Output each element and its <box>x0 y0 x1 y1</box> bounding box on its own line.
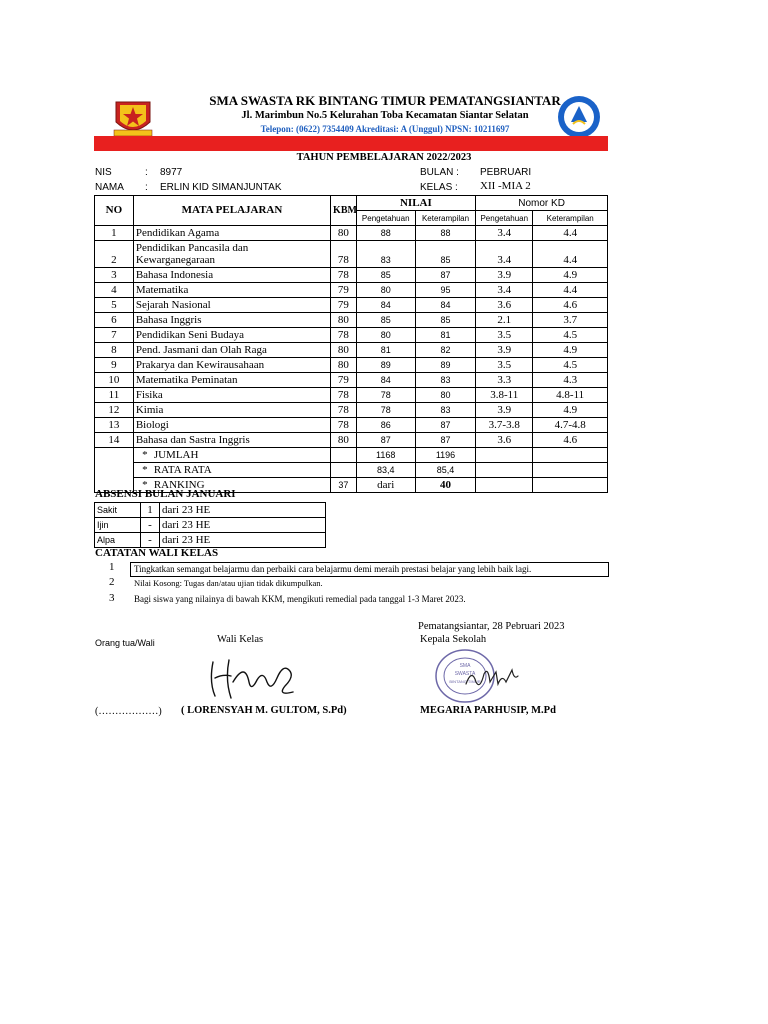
row-nilai-pengetahuan: 83 <box>356 241 415 268</box>
row-nilai-keterampilan: 83 <box>415 373 475 388</box>
row-nilai-keterampilan: 80 <box>415 388 475 403</box>
row-kbm: 80 <box>331 226 357 241</box>
star-marker: * <box>142 478 148 491</box>
row-kd-keterampilan: 4.5 <box>533 358 608 373</box>
row-kd-pengetahuan: 3.3 <box>476 373 533 388</box>
grade-row <box>95 283 608 298</box>
row-kbm: 78 <box>331 328 357 343</box>
row-kd-pengetahuan: 3.9 <box>476 403 533 418</box>
row-nilai-keterampilan: 88 <box>415 226 475 241</box>
row-kd-keterampilan: 4.4 <box>533 241 608 268</box>
jumlah-kd-p <box>476 448 533 463</box>
row-kd-pengetahuan: 3.6 <box>476 433 533 448</box>
row-nilai-keterampilan: 82 <box>415 343 475 358</box>
row-nilai-pengetahuan: 81 <box>356 343 415 358</box>
row-nilai-pengetahuan: 78 <box>356 403 415 418</box>
header-red-bar <box>94 136 608 151</box>
grade-row <box>95 343 608 358</box>
rata-label: RATA RATA <box>153 463 212 476</box>
row-kd-keterampilan: 4.6 <box>533 298 608 313</box>
ortu-label: Orang tua/Wali <box>95 638 155 648</box>
row-kbm: 80 <box>331 313 357 328</box>
stamp-line-3: BINTANG TIMUR <box>449 679 481 684</box>
row-no: 8 <box>95 343 134 358</box>
rata-row-label <box>133 463 330 478</box>
row-no: 11 <box>95 388 134 403</box>
row-nilai-keterampilan: 84 <box>415 298 475 313</box>
row-nilai-pengetahuan: 88 <box>356 226 415 241</box>
row-kbm: 79 <box>331 283 357 298</box>
ranking-value: 37 <box>331 478 357 493</box>
ranking-kd-k <box>533 478 608 493</box>
row-kbm: 79 <box>331 373 357 388</box>
col-nilai: NILAI <box>356 196 476 211</box>
row-nilai-keterampilan: 85 <box>415 241 475 268</box>
catatan-text-3: Bagi siswa yang nilainya di bawah KKM, mengikuti remedial pada tanggal 1-3 Maret 2023. <box>134 594 466 604</box>
kepsek-signature <box>459 662 522 697</box>
row-mapel: Biologi <box>133 418 330 433</box>
wali-name: ( LORENSYAH M. GULTOM, S.Pd) <box>181 705 347 716</box>
nama-value: ERLIN KID SIMANJUNTAK <box>160 182 282 193</box>
summary-blank <box>95 448 134 493</box>
kelas-label: KELAS : <box>420 182 458 193</box>
row-mapel: Kimia <box>133 403 330 418</box>
grade-row <box>95 313 608 328</box>
row-kd-pengetahuan: 3.8-11 <box>476 388 533 403</box>
row-kd-pengetahuan: 3.5 <box>476 358 533 373</box>
row-mapel: Pendidikan Pancasila dan Kewarganegaraan <box>133 241 330 268</box>
row-nilai-pengetahuan: 84 <box>356 298 415 313</box>
kelas-value: XII -MIA 2 <box>480 180 531 192</box>
school-contact: Telepon: (0622) 7354409 Akreditasi: A (Unggul) NPSN: 10211697 <box>260 124 510 134</box>
row-kd-pengetahuan: 3.4 <box>476 226 533 241</box>
col-no: NO <box>95 196 134 226</box>
jumlah-pengetahuan: 1168 <box>356 448 415 463</box>
row-nilai-pengetahuan: 85 <box>356 313 415 328</box>
col-kd-keterampilan: Keterampilan <box>533 211 608 226</box>
wali-signature <box>205 652 305 709</box>
row-mapel: Pend. Jasmani dan Olah Raga <box>133 343 330 358</box>
row-kd-keterampilan: 4.9 <box>533 343 608 358</box>
catatan-no-2: 2 <box>109 576 115 588</box>
rata-kd-p <box>476 463 533 478</box>
grade-row <box>95 226 608 241</box>
row-kd-keterampilan: 3.7 <box>533 313 608 328</box>
row-no: 4 <box>95 283 134 298</box>
absensi-keterangan: dari 23 HE <box>160 503 326 518</box>
absensi-label: Alpa <box>95 533 141 548</box>
row-kd-pengetahuan: 3.4 <box>476 283 533 298</box>
nama-sep: : <box>145 182 148 193</box>
grade-row <box>95 298 608 313</box>
row-kbm: 78 <box>331 418 357 433</box>
grade-row <box>95 373 608 388</box>
rata-kbm-cell <box>331 463 357 478</box>
row-mapel: Matematika <box>133 283 330 298</box>
row-kd-keterampilan: 4.8-11 <box>533 388 608 403</box>
place-date: Pematangsiantar, 28 Pebruari 2023 <box>418 621 565 632</box>
row-kbm: 78 <box>331 241 357 268</box>
row-kd-keterampilan: 4.4 <box>533 283 608 298</box>
row-nilai-pengetahuan: 80 <box>356 283 415 298</box>
grade-row <box>95 328 608 343</box>
row-nilai-pengetahuan: 78 <box>356 388 415 403</box>
academic-year-title: TAHUN PEMBELAJARAN 2022/2023 <box>296 152 472 163</box>
star-marker: * <box>142 463 148 476</box>
school-emblem-logo <box>110 94 156 140</box>
absensi-value: 1 <box>141 503 160 518</box>
col-kd-pengetahuan: Pengetahuan <box>476 211 533 226</box>
row-no: 2 <box>95 241 134 268</box>
col-nomor-kd: Nomor KD <box>476 196 608 211</box>
ortu-name: (………………) <box>95 706 162 717</box>
jumlah-keterampilan: 1196 <box>415 448 475 463</box>
kepsek-name: MEGARIA PARHUSIP, M.Pd <box>420 705 556 716</box>
col-nilai-keterampilan: Keterampilan <box>415 211 475 226</box>
row-no: 12 <box>95 403 134 418</box>
wali-label: Wali Kelas <box>217 634 264 645</box>
rata-pengetahuan: 83,4 <box>356 463 415 478</box>
row-kd-keterampilan: 4.6 <box>533 433 608 448</box>
row-nilai-keterampilan: 81 <box>415 328 475 343</box>
ranking-dari: dari <box>356 478 415 493</box>
catatan-no-3: 3 <box>109 592 115 604</box>
bulan-value: PEBRUARI <box>480 167 532 178</box>
jumlah-kbm-cell <box>331 448 357 463</box>
ranking-kd-p <box>476 478 533 493</box>
row-nilai-pengetahuan: 85 <box>356 268 415 283</box>
jumlah-label: JUMLAH <box>153 448 199 461</box>
catatan-no-1: 1 <box>109 561 115 573</box>
row-mapel: Fisika <box>133 388 330 403</box>
row-mapel: Pendidikan Agama <box>133 226 330 241</box>
grades-table <box>94 195 608 493</box>
grade-row <box>95 418 608 433</box>
absensi-keterangan: dari 23 HE <box>160 533 326 548</box>
row-no: 9 <box>95 358 134 373</box>
row-kbm: 80 <box>331 358 357 373</box>
nis-label: NIS <box>95 167 112 178</box>
col-kbm: KBM <box>331 196 357 226</box>
grade-row <box>95 358 608 373</box>
row-nilai-pengetahuan: 87 <box>356 433 415 448</box>
row-kd-keterampilan: 4.9 <box>533 403 608 418</box>
absensi-title: ABSENSI BULAN JANUARI <box>95 488 236 500</box>
row-kd-pengetahuan: 3.9 <box>476 343 533 358</box>
absensi-label: Ijin <box>95 518 141 533</box>
row-nilai-keterampilan: 87 <box>415 433 475 448</box>
school-name: SMA SWASTA RK BINTANG TIMUR PEMATANGSIANTAR <box>209 93 561 108</box>
row-mapel: Bahasa Inggris <box>133 313 330 328</box>
row-nilai-keterampilan: 87 <box>415 268 475 283</box>
row-nilai-pengetahuan: 84 <box>356 373 415 388</box>
row-no: 6 <box>95 313 134 328</box>
col-mapel: MATA PELAJARAN <box>133 196 330 226</box>
grade-row <box>95 241 608 268</box>
stamp-line-2: SWASTA <box>454 671 476 677</box>
row-kbm: 78 <box>331 268 357 283</box>
rata-keterampilan: 85,4 <box>415 463 475 478</box>
row-kd-keterampilan: 4.7-4.8 <box>533 418 608 433</box>
row-nilai-keterampilan: 87 <box>415 418 475 433</box>
absensi-label: Sakit <box>95 503 141 518</box>
row-nilai-pengetahuan: 80 <box>356 328 415 343</box>
bulan-label: BULAN : <box>420 167 459 178</box>
absensi-keterangan: dari 23 HE <box>160 518 326 533</box>
absensi-row <box>95 533 326 548</box>
rata-kd-k <box>533 463 608 478</box>
row-nilai-keterampilan: 85 <box>415 313 475 328</box>
row-mapel: Pendidikan Seni Budaya <box>133 328 330 343</box>
absensi-row <box>95 503 326 518</box>
nis-sep: : <box>145 167 148 178</box>
ranking-total: 40 <box>415 478 475 493</box>
row-kd-pengetahuan: 3.5 <box>476 328 533 343</box>
row-kbm: 80 <box>331 433 357 448</box>
row-kbm: 78 <box>331 403 357 418</box>
row-no: 13 <box>95 418 134 433</box>
absensi-value: - <box>141 533 160 548</box>
jumlah-row-label <box>133 448 330 463</box>
row-kd-keterampilan: 4.9 <box>533 268 608 283</box>
row-nilai-keterampilan: 95 <box>415 283 475 298</box>
grade-row <box>95 433 608 448</box>
stamp-line-1: SMA <box>459 663 471 669</box>
tut-wuri-handayani-logo <box>556 94 602 140</box>
star-marker: * <box>142 448 148 461</box>
school-address: Jl. Marimbun No.5 Kelurahan Toba Kecamatan Siantar Selatan <box>241 110 529 121</box>
row-kd-keterampilan: 4.3 <box>533 373 608 388</box>
absensi-value: - <box>141 518 160 533</box>
jumlah-kd-k <box>533 448 608 463</box>
row-kd-pengetahuan: 3.7-3.8 <box>476 418 533 433</box>
row-nilai-keterampilan: 89 <box>415 358 475 373</box>
col-nilai-pengetahuan: Pengetahuan <box>356 211 415 226</box>
grade-row <box>95 403 608 418</box>
grade-row <box>95 268 608 283</box>
row-no: 14 <box>95 433 134 448</box>
catatan-text-1: Tingkatkan semangat belajarmu dan perbaiki cara belajarmu demi meraih prestasi belajar yang lebih baik lagi. <box>130 562 609 577</box>
catatan-title: CATATAN WALI KELAS <box>95 547 219 559</box>
row-kd-pengetahuan: 3.4 <box>476 241 533 268</box>
row-kd-pengetahuan: 3.6 <box>476 298 533 313</box>
row-no: 10 <box>95 373 134 388</box>
kepsek-label: Kepala Sekolah <box>420 634 487 645</box>
row-no: 1 <box>95 226 134 241</box>
grade-row <box>95 388 608 403</box>
nis-value: 8977 <box>160 167 183 178</box>
row-mapel: Bahasa dan Sastra Inggris <box>133 433 330 448</box>
row-no: 5 <box>95 298 134 313</box>
row-mapel: Bahasa Indonesia <box>133 268 330 283</box>
row-mapel: Sejarah Nasional <box>133 298 330 313</box>
row-kbm: 79 <box>331 298 357 313</box>
row-kbm: 78 <box>331 388 357 403</box>
row-kd-pengetahuan: 2.1 <box>476 313 533 328</box>
row-no: 3 <box>95 268 134 283</box>
row-no: 7 <box>95 328 134 343</box>
row-nilai-keterampilan: 83 <box>415 403 475 418</box>
row-kd-keterampilan: 4.5 <box>533 328 608 343</box>
row-kd-pengetahuan: 3.9 <box>476 268 533 283</box>
row-kbm: 80 <box>331 343 357 358</box>
row-mapel: Matematika Peminatan <box>133 373 330 388</box>
row-kd-keterampilan: 4.4 <box>533 226 608 241</box>
absensi-table <box>94 502 326 548</box>
catatan-text-2: Nilai Kosong: Tugas dan/atau ujian tidak dikumpulkan. <box>134 578 323 588</box>
row-mapel: Prakarya dan Kewirausahaan <box>133 358 330 373</box>
absensi-row <box>95 518 326 533</box>
ranking-label: RANKING <box>153 478 205 491</box>
row-nilai-pengetahuan: 89 <box>356 358 415 373</box>
nama-label: NAMA <box>95 182 124 193</box>
row-nilai-pengetahuan: 86 <box>356 418 415 433</box>
